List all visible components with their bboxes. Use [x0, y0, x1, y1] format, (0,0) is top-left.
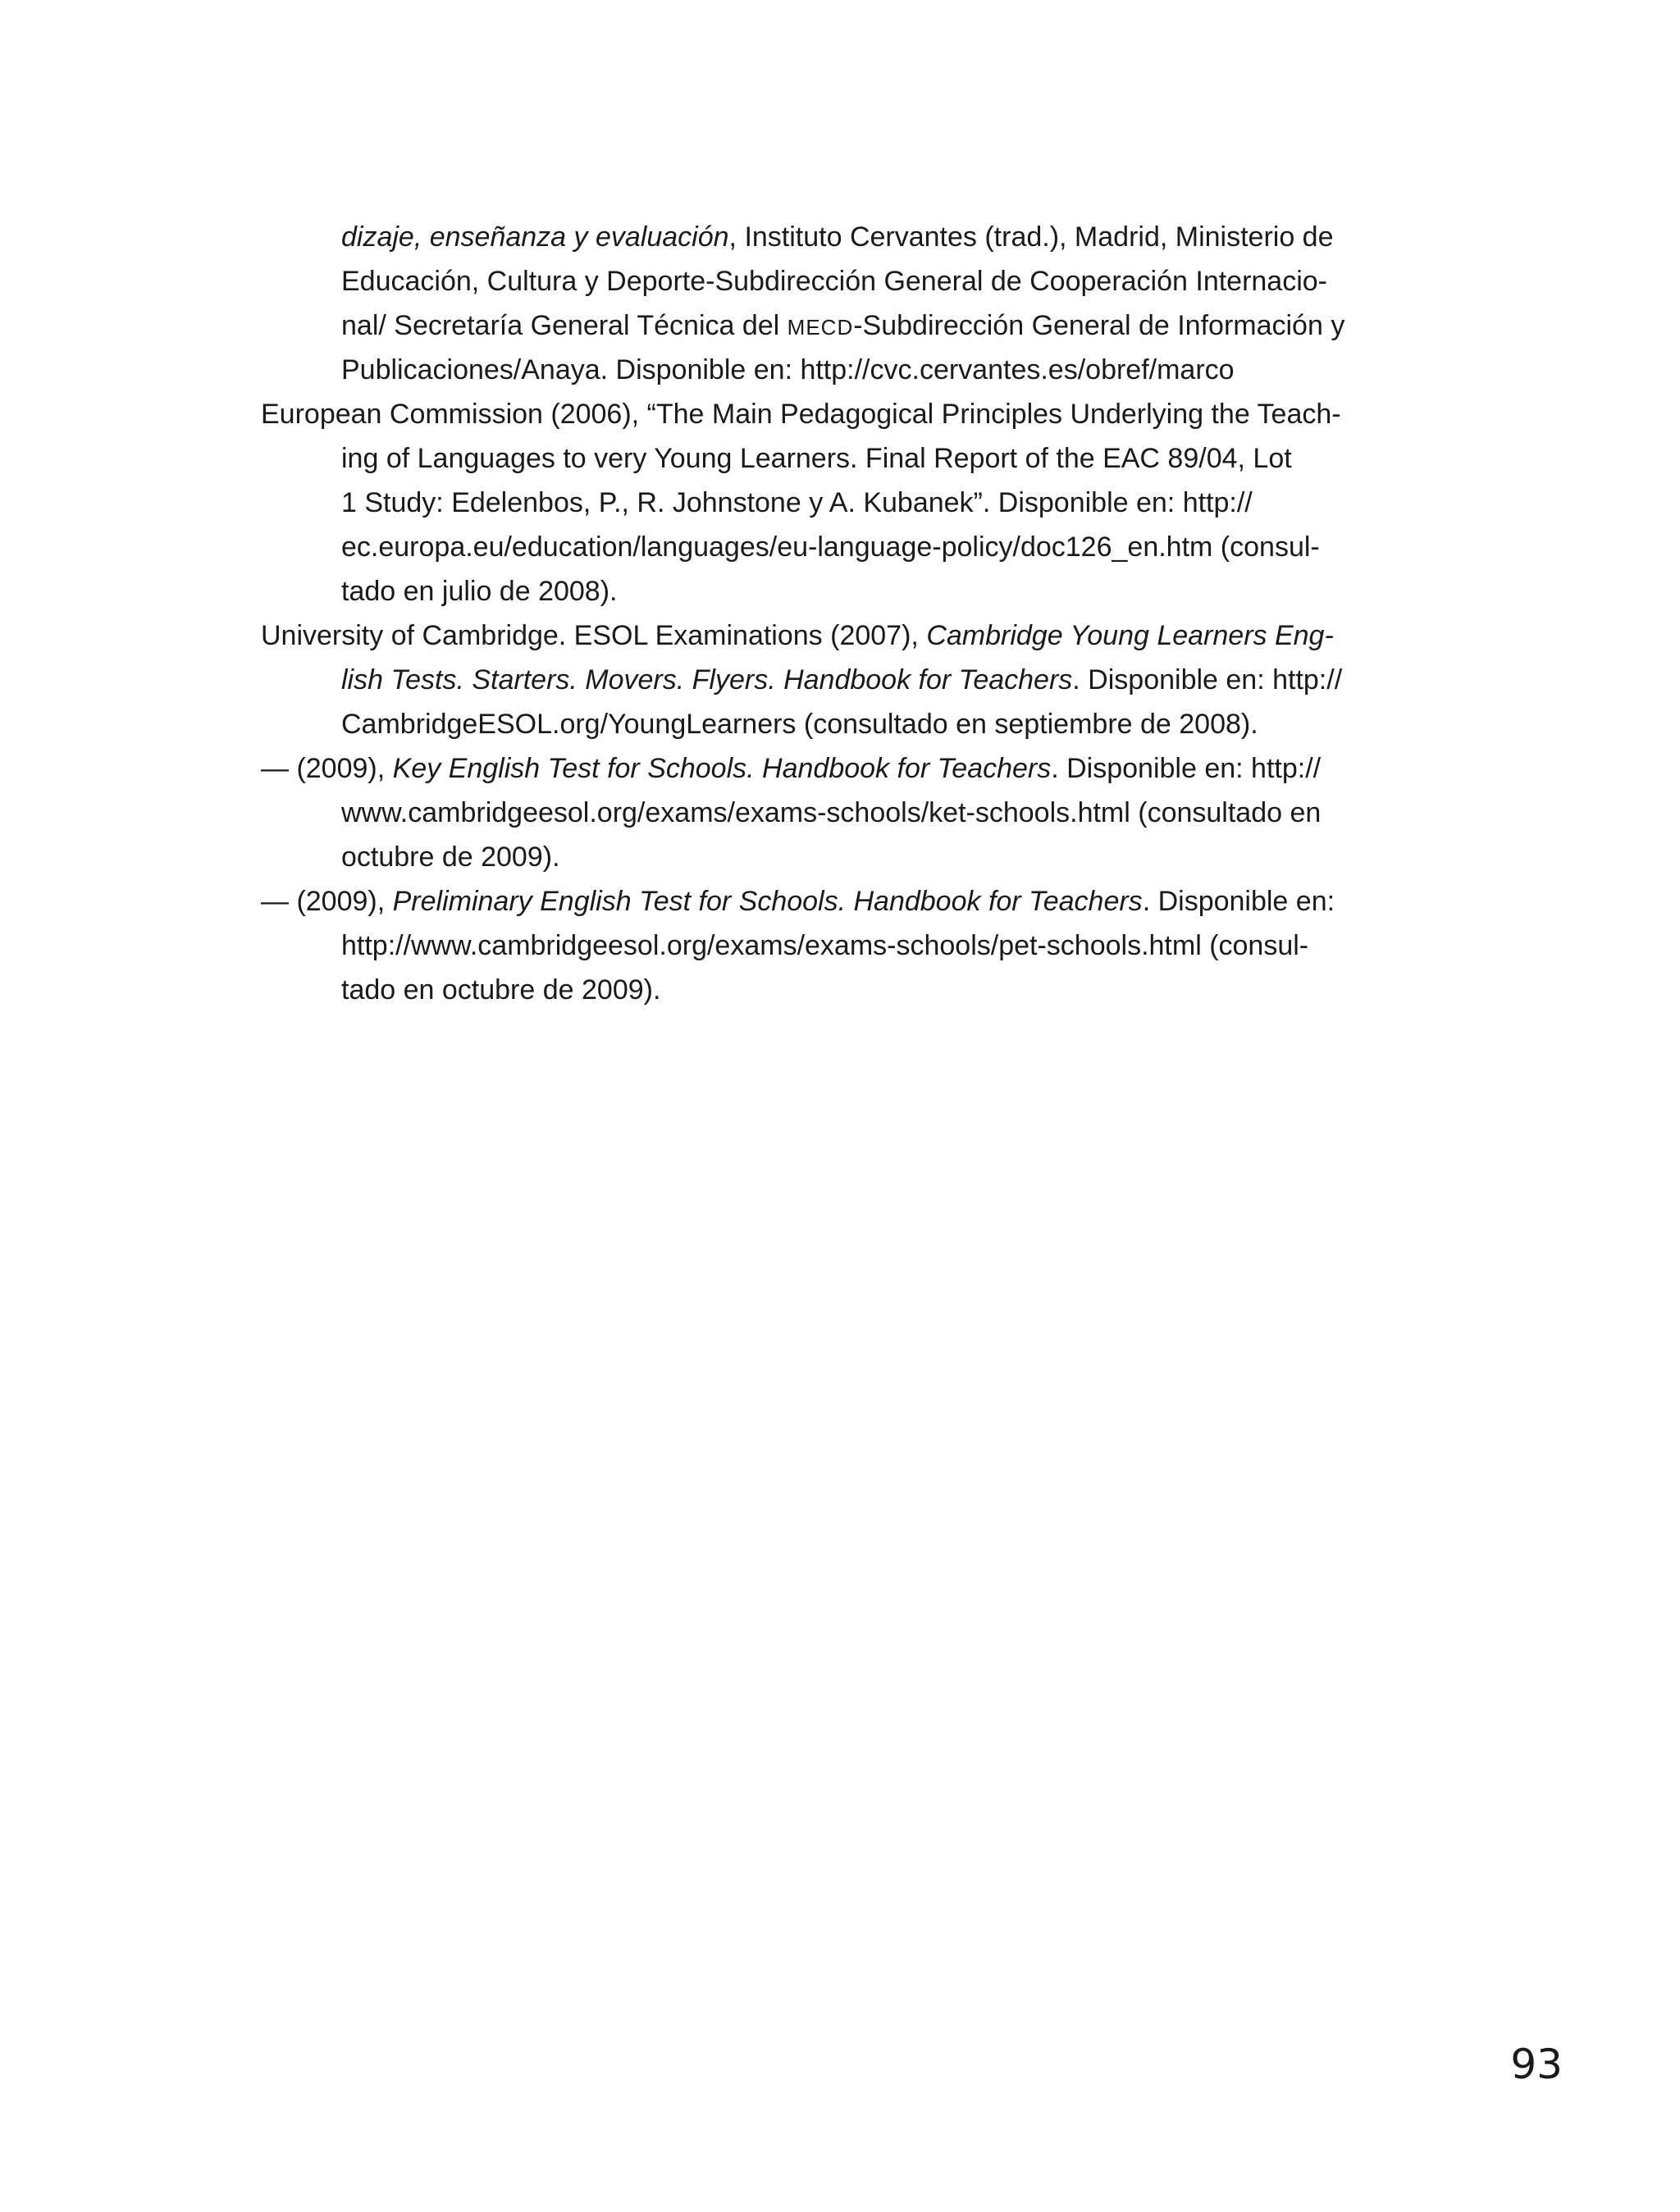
reference-line [261, 613, 1363, 658]
reference-text: nal/ Secretaría General Técnica del [341, 310, 788, 341]
reference-line [261, 879, 1363, 924]
reference-text: . Disponible en: http:// [1072, 664, 1343, 696]
reference-entry [261, 613, 1363, 746]
reference-title: Key English Test for Schools. Handbook for Teachers [392, 753, 1052, 784]
reference-text: University of Cambridge. ESOL Examinations (2007), [261, 620, 927, 651]
reference-text: . Disponible en: http:// [1051, 753, 1322, 784]
reference-text: , Instituto Cervantes (trad.), Madrid, Ministerio de [728, 221, 1334, 253]
reference-line: ing of Languages to very Young Learners. Final Report of the EAC 89/04, Lot [341, 443, 1292, 474]
reference-entry [261, 215, 1363, 392]
reference-entry [261, 392, 1363, 613]
reference-line: European Commission (2006), “The Main Pedagogical Principles Underlying the Teach- [261, 399, 1341, 430]
reference-text: -Subdirección General de Información y [853, 310, 1345, 341]
reference-line: octubre de 2009). [341, 841, 560, 873]
reference-line: ec.europa.eu/education/languages/eu-language-policy/doc126_en.htm (consul- [341, 531, 1320, 563]
reference-entry [261, 879, 1363, 1012]
reference-line [261, 658, 1363, 702]
reference-line: CambridgeESOL.org/YoungLearners (consultado en septiembre de 2008). [341, 709, 1258, 740]
reference-line: Educación, Cultura y Deporte-Subdirección General de Cooperación Internacio- [341, 266, 1328, 297]
reference-entry [261, 746, 1363, 879]
page-number: 93 [1510, 2041, 1563, 2088]
reference-line: www.cambridgeesol.org/exams/exams-schools/ket-schools.html (consultado en [341, 797, 1322, 828]
reference-line: Publicaciones/Anaya. Disponible en: http://cvc.cervantes.es/obref/marco [341, 354, 1235, 385]
reference-title: Preliminary English Test for Schools. Handbook for Teachers [392, 886, 1143, 917]
reference-line: http://www.cambridgeesol.org/exams/exams-schools/pet-schools.html (consul- [341, 930, 1309, 961]
reference-title: lish Tests. Starters. Movers. Flyers. Handbook for Teachers [341, 664, 1073, 696]
reference-text: . Disponible en: [1142, 886, 1335, 917]
reference-acronym: MECD [787, 315, 854, 340]
reference-line [261, 746, 1363, 791]
reference-text: — (2009), [261, 753, 393, 784]
reference-line [261, 303, 1363, 348]
reference-title: Cambridge Young Learners Eng- [926, 620, 1334, 651]
reference-line: tado en octubre de 2009). [341, 974, 661, 1006]
reference-line [261, 215, 1363, 259]
reference-line: 1 Study: Edelenbos, P., R. Johnstone y A. Kubanek”. Disponible en: http:// [341, 487, 1253, 518]
reference-line: tado en julio de 2008). [341, 576, 618, 607]
reference-title: dizaje, enseñanza y evaluación [341, 221, 729, 253]
reference-list [261, 215, 1363, 1012]
reference-text: — (2009), [261, 886, 393, 917]
